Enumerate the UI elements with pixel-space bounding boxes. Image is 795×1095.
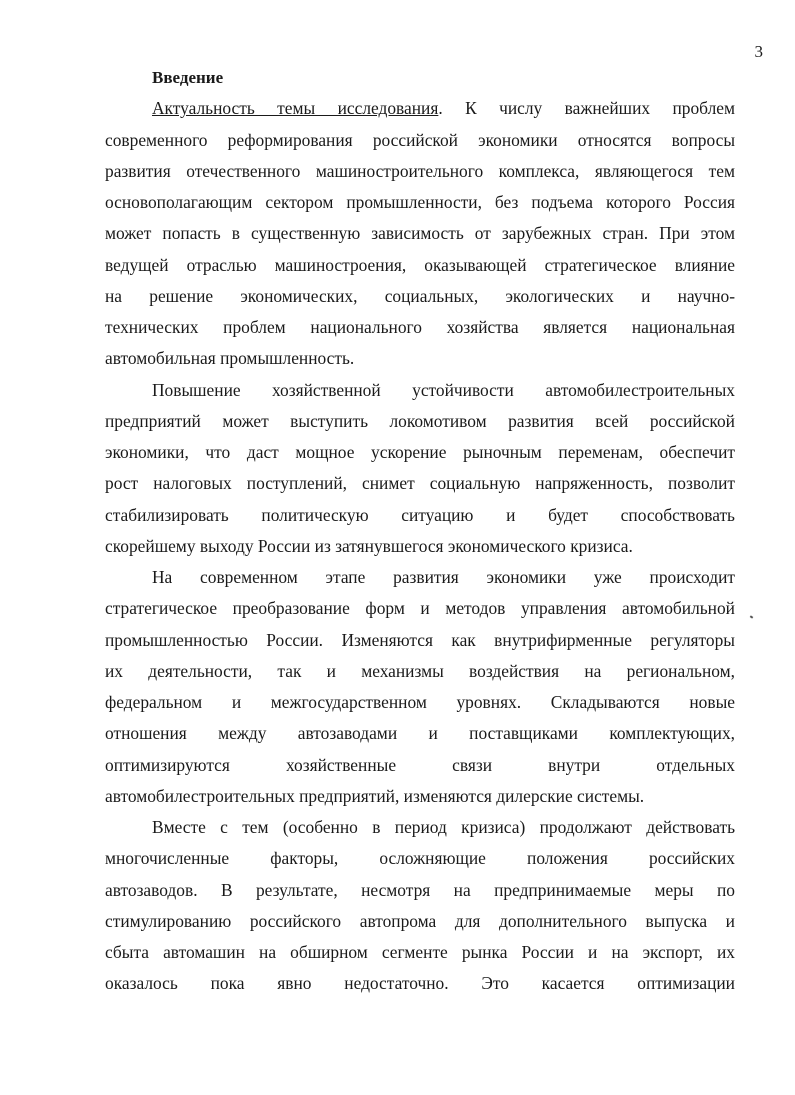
text-line: промышленностью России. Изменяются как внутрифирменные регуляторы <box>105 630 735 650</box>
text-line: автозаводов. В результате, несмотря на предпринимаемые меры по <box>105 880 735 900</box>
text-line: может попасть в существенную зависимость от зарубежных стран. При этом <box>105 223 735 243</box>
page-number: 3 <box>754 42 763 61</box>
scan-artifact <box>750 615 754 618</box>
text-line: многочисленные факторы, осложняющие положения российских <box>105 848 735 868</box>
underlined-term: Актуальность темы исследования <box>152 98 439 118</box>
text-line: основополагающим сектором промышленности, без подъема которого Россия <box>105 192 735 212</box>
section-heading: Введение <box>152 68 224 87</box>
text-line: стимулированию российского автопрома для дополнительного выпуска и <box>105 911 735 931</box>
text-line: оказалось пока явно недостаточно. Это касается оптимизации <box>105 973 735 993</box>
text-line: на решение экономических, социальных, экологических и научно- <box>105 286 735 306</box>
text-line: отношения между автозаводами и поставщиками комплектующих, <box>105 723 735 743</box>
text-line: Актуальность темы исследования. К числу важнейших проблем <box>152 98 735 118</box>
text-line: сбыта автомашин на обширном сегменте рынка России и на экспорт, их <box>105 942 735 962</box>
text-line: скорейшему выходу России из затянувшегося экономического кризиса. <box>105 536 633 556</box>
text-line: автомобильная промышленность. <box>105 348 355 368</box>
text-line: их деятельности, так и механизмы воздействия на региональном, <box>105 661 735 681</box>
text-line: экономики, что даст мощное ускорение рыночным переменам, обеспечит <box>105 442 735 462</box>
text-line: автомобилестроительных предприятий, изменяются дилерские системы. <box>105 786 645 806</box>
text-line: современного реформирования российской экономики относятся вопросы <box>105 130 735 150</box>
text-line: ведущей отраслью машиностроения, оказывающей стратегическое влияние <box>105 255 735 275</box>
text-line: стабилизировать политическую ситуацию и будет способствовать <box>105 505 735 525</box>
text-line: оптимизируются хозяйственные связи внутри отдельных <box>105 755 735 775</box>
text-line: Повышение хозяйственной устойчивости автомобилестроительных <box>152 380 735 400</box>
text-line: предприятий может выступить локомотивом развития всей российской <box>105 411 735 431</box>
text-line: рост налоговых поступлений, снимет социальную напряженность, позволит <box>105 473 735 493</box>
text-line: Вместе с тем (особенно в период кризиса) продолжают действовать <box>152 817 735 837</box>
text-line: технических проблем национального хозяйства является национальная <box>105 317 735 337</box>
text-line: стратегическое преобразование форм и методов управления автомобильной <box>105 598 735 618</box>
text-line: На современном этапе развития экономики уже происходит <box>152 567 735 587</box>
text-line: федеральном и межгосударственном уровнях. Складываются новые <box>105 692 735 712</box>
text-line: развития отечественного машиностроительного комплекса, являющегося тем <box>105 161 735 181</box>
